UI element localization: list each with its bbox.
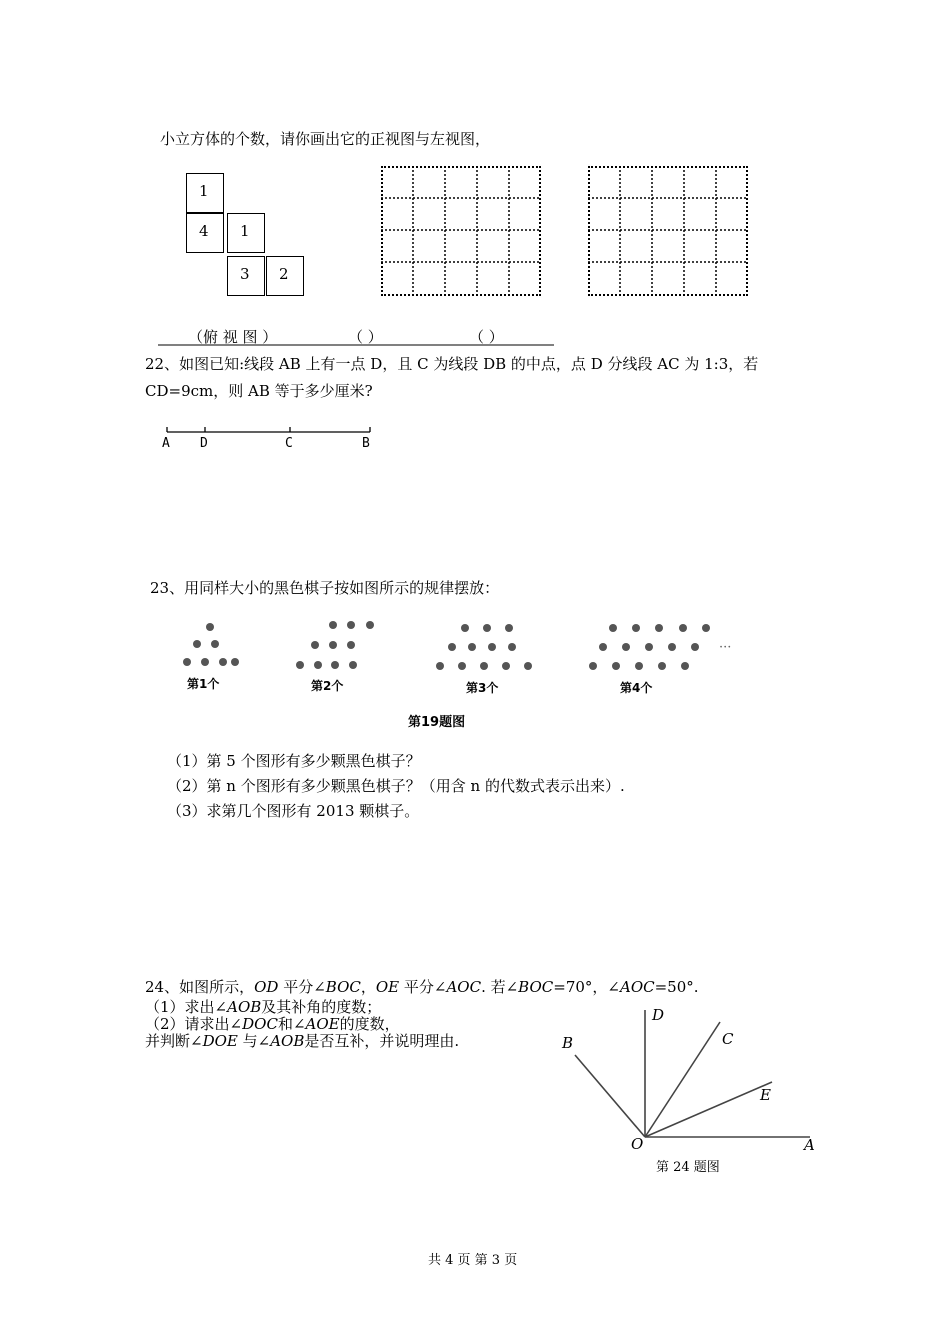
ray-d-label: D (652, 1006, 665, 1024)
q24-boc: BOC (518, 978, 554, 996)
q24-doc: DOC (242, 1015, 278, 1033)
q24-text: . 若∠ (481, 978, 519, 996)
point-c-label: C (285, 436, 293, 451)
point-a-label: A (162, 436, 170, 451)
q24-od: OD (254, 978, 279, 996)
ray-b-label: B (562, 1034, 574, 1052)
q24-text: 并判断∠ (145, 1032, 203, 1050)
point-d-label: D (200, 436, 208, 451)
q24-text: =70°，∠ (553, 978, 620, 996)
q24-text: 的度数， (339, 1015, 400, 1033)
front-view-caption: （ ） (348, 328, 383, 346)
q23-sub2: （2）第 n 个图形有多少颗黑色棋子？（用含 n 的代数式表示出来）. (167, 777, 625, 795)
q24-text: 与∠ (237, 1032, 271, 1050)
top-view-cell: 1 (186, 173, 224, 213)
q24-text: 是否互补，并说明理由. (304, 1032, 460, 1050)
q24-aoe: AOE (305, 1015, 340, 1033)
figure-3-label: 第3个 (466, 681, 499, 695)
q21-intro: 小立方体的个数，请你画出它的正视图与左视图， (160, 130, 491, 148)
left-view-grid (588, 166, 748, 296)
q24-text: （2）请求出∠ (145, 1015, 243, 1033)
q24-text: 平分∠ (399, 978, 447, 996)
q24-aob: AOB (270, 1032, 305, 1050)
q24-aoc: AOC (619, 978, 655, 996)
top-view-caption: （俯 视 图 ） (188, 328, 278, 346)
q24-text: （1）求出∠ (145, 998, 228, 1016)
left-view-caption: （ ） (469, 328, 504, 346)
figure-1-label: 第1个 (187, 677, 220, 691)
q24-text: ， (360, 978, 376, 996)
top-view-cell: 2 (266, 256, 304, 296)
q24-line1 (145, 976, 699, 997)
q23-title: 23、用同样大小的黑色棋子按如图所示的规律摆放： (150, 579, 500, 597)
q24-text: 平分∠ (278, 978, 326, 996)
ray-a-label: A (804, 1136, 815, 1154)
top-view-cell: 4 (186, 213, 224, 253)
q24-boc: BOC (325, 978, 361, 996)
top-view-cell: 1 (227, 213, 265, 253)
q22-line2: CD=9cm，则 AB 等于多少厘米? (145, 382, 373, 400)
vertex-o-label: O (631, 1135, 644, 1153)
q24-figure-caption: 第 24 题图 (656, 1160, 720, 1175)
q24-aoc: AOC (446, 978, 482, 996)
ray-e-label: E (760, 1086, 771, 1104)
front-view-grid (381, 166, 541, 296)
figure-4-label: 第4个 (620, 681, 653, 695)
page-footer: 共 4 页 第 3 页 (428, 1253, 518, 1268)
chess-pattern-figures (175, 615, 735, 685)
q24-text: 及其补角的度数； (261, 998, 382, 1016)
q23-sub3: （3）求第几个图形有 2013 颗棋子。 (167, 802, 420, 820)
q23-figure-caption: 第19题图 (408, 715, 466, 730)
q24-aob: AOB (227, 998, 262, 1016)
q23-sub1: （1）第 5 个图形有多少颗黑色棋子？ (167, 752, 421, 770)
q24-text: =50°. (654, 978, 699, 996)
figure-2-label: 第2个 (311, 679, 344, 693)
q24-doe: DOE (202, 1032, 238, 1050)
q24-oe: OE (375, 978, 400, 996)
ray-c-label: C (722, 1030, 734, 1048)
q24-text: 24、如图所示， (145, 978, 255, 996)
q22-line1: 22、如图已知:线段 AB 上有一点 D，且 C 为线段 DB 的中点，点 D 分线段 AC 为 1:3，若 (145, 355, 759, 373)
ellipsis: ··· (719, 640, 732, 655)
segment-ab-diagram (160, 422, 380, 452)
q24-sub3 (145, 1030, 459, 1051)
q24-text: 和∠ (277, 1015, 306, 1033)
caption-underline (158, 344, 558, 348)
top-view-cell: 3 (227, 256, 265, 296)
point-b-label: B (362, 436, 370, 451)
